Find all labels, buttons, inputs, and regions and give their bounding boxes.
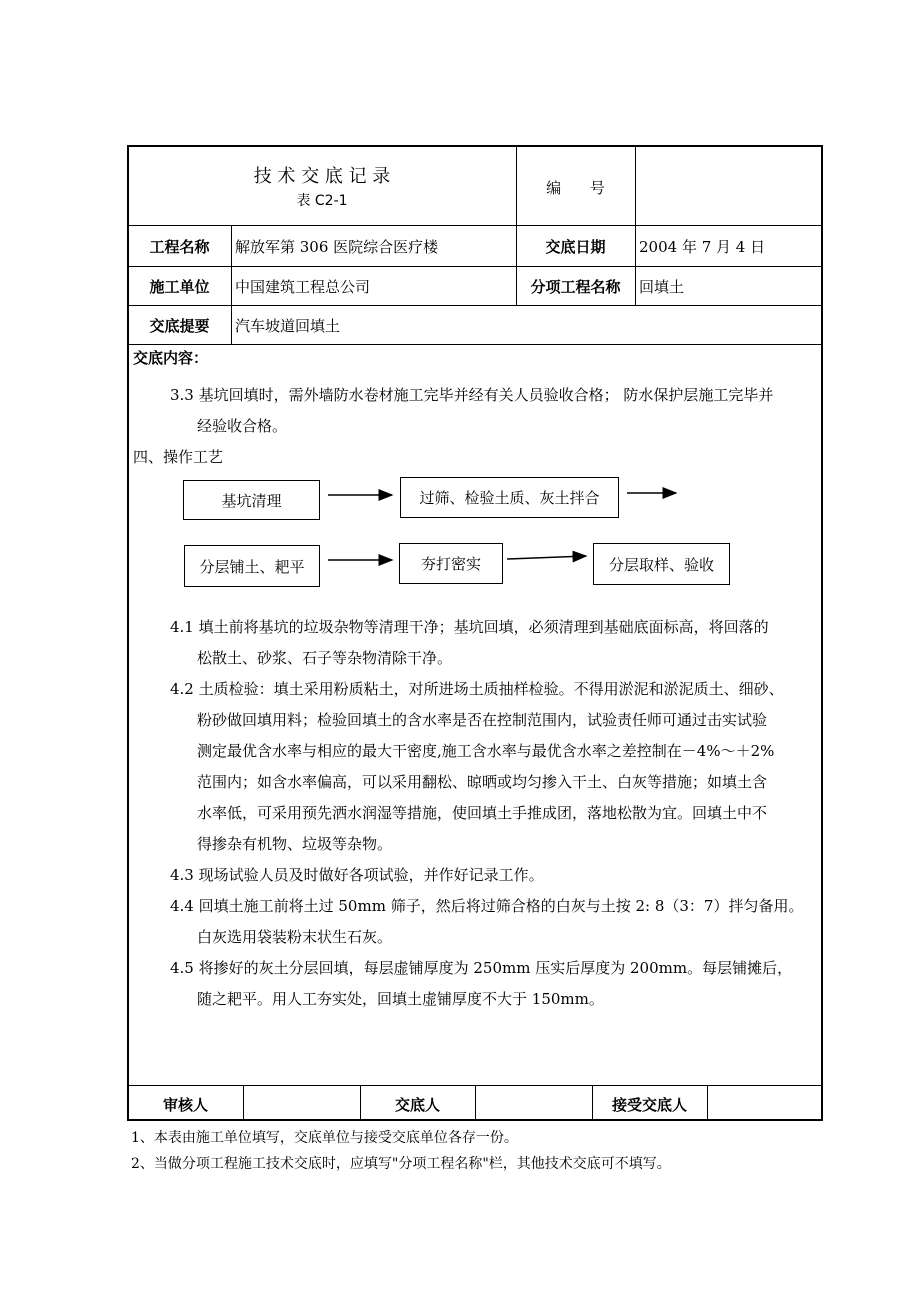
reviewer-label: 审核人 — [162, 1096, 208, 1114]
reviewer-field[interactable] — [244, 1094, 360, 1114]
section-4-heading: 四、操作工艺 — [133, 448, 224, 466]
discloser-field[interactable] — [476, 1094, 592, 1114]
paragraph-3-3-line-2: 经验收合格。 — [197, 417, 288, 435]
project-name-value[interactable]: 解放军第 306 医院综合医疗楼 — [235, 238, 439, 256]
receiver-label: 接受交底人 — [611, 1096, 687, 1114]
paragraph-4-4-line-2: 白灰选用袋装粉末状生石灰。 — [197, 928, 393, 946]
flow-step-label: 过筛、检验土质、灰土拌合 — [419, 489, 600, 507]
contractor-value[interactable]: 中国建筑工程总公司 — [235, 278, 371, 296]
summary-label: 交底提要 — [149, 317, 210, 335]
footnote-1: 1、本表由施工单位填写，交底单位与接受交底单位各存一份。 — [131, 1130, 518, 1146]
paragraph-4-5-line-2: 随之耙平。用人工夯实处，回填土虚铺厚度不大于 150mm。 — [197, 990, 604, 1008]
flow-step-label: 基坑清理 — [221, 491, 282, 510]
flow-step-label: 分层铺土、耙平 — [199, 557, 305, 576]
footnote-2: 2、当做分项工程施工技术交底时，应填写"分项工程名称"栏，其他技术交底可不填写。 — [131, 1156, 671, 1172]
paragraph-4-2-line-5: 水率低，可采用预先洒水润湿等措施，使回填土手推成团，落地松散为宜。回填土中不 — [197, 804, 768, 822]
paragraph-4-4-line-1: 4.4 回填土施工前将土过 50mm 筛子，然后将过筛合格的白灰与土按 2: 8（3：7）拌匀备用。 — [170, 897, 804, 915]
number-label: 编 号 — [546, 179, 605, 197]
discloser-label: 交底人 — [394, 1096, 440, 1114]
summary-value[interactable]: 汽车坡道回填土 — [235, 317, 341, 335]
paragraph-4-2-line-2: 粉砂做回填用料；检验回填土的含水率是否在控制范围内，试验责任师可通过击实试验 — [197, 711, 768, 729]
form-title: 技 术 交 底 记 录 — [253, 166, 391, 187]
paragraph-4-2-line-6: 得掺杂有机物、垃圾等杂物。 — [197, 835, 393, 853]
paragraph-4-1-line-1: 4.1 填土前将基坑的垃圾杂物等清理干净；基坑回填，必须清理到基础底面标高，将回落的 — [170, 618, 769, 636]
paragraph-4-2-line-1: 4.2 土质检验：填土采用粉质粘土，对所进场土质抽样检验。不得用淤泥和淤泥质土、细砂、 — [170, 680, 784, 698]
subproject-value[interactable]: 回填土 — [639, 278, 685, 296]
flow-step-label: 夯打密实 — [420, 555, 481, 573]
paragraph-4-2-line-3: 测定最优含水率与相应的最大干密度,施工含水率与最优含水率之差控制在－4%～＋2% — [197, 742, 775, 760]
paragraph-4-1-line-2: 松散土、砂浆、石子等杂物清除干净。 — [197, 649, 453, 667]
date-label: 交底日期 — [545, 238, 606, 256]
date-value[interactable]: 2004 年 7 月 4 日 — [639, 238, 766, 256]
paragraph-4-5-line-1: 4.5 将掺好的灰土分层回填，每层虚铺厚度为 250mm 压实后厚度为 200mm。每层铺摊后， — [170, 959, 793, 977]
form-code: 表 C2-1 — [296, 193, 348, 209]
project-name-label: 工程名称 — [149, 238, 210, 256]
arrow-right-icon — [507, 556, 586, 559]
paragraph-3-3-line-1: 3.3 基坑回填时，需外墙防水卷材施工完毕并经有关人员验收合格； 防水保护层施工完毕并 — [170, 386, 774, 404]
content-heading: 交底内容： — [133, 349, 209, 367]
contractor-label: 施工单位 — [149, 278, 210, 296]
paragraph-4-2-line-4: 范围内；如含水率偏高，可以采用翻松、晾晒或均匀掺入干土、白灰等措施；如填土含 — [197, 773, 768, 791]
paragraph-4-3-line-1: 4.3 现场试验人员及时做好各项试验，并作好记录工作。 — [170, 866, 544, 884]
receiver-field[interactable] — [708, 1094, 821, 1114]
subproject-label: 分项工程名称 — [530, 278, 621, 296]
flow-step-label: 分层取样、验收 — [608, 555, 714, 574]
